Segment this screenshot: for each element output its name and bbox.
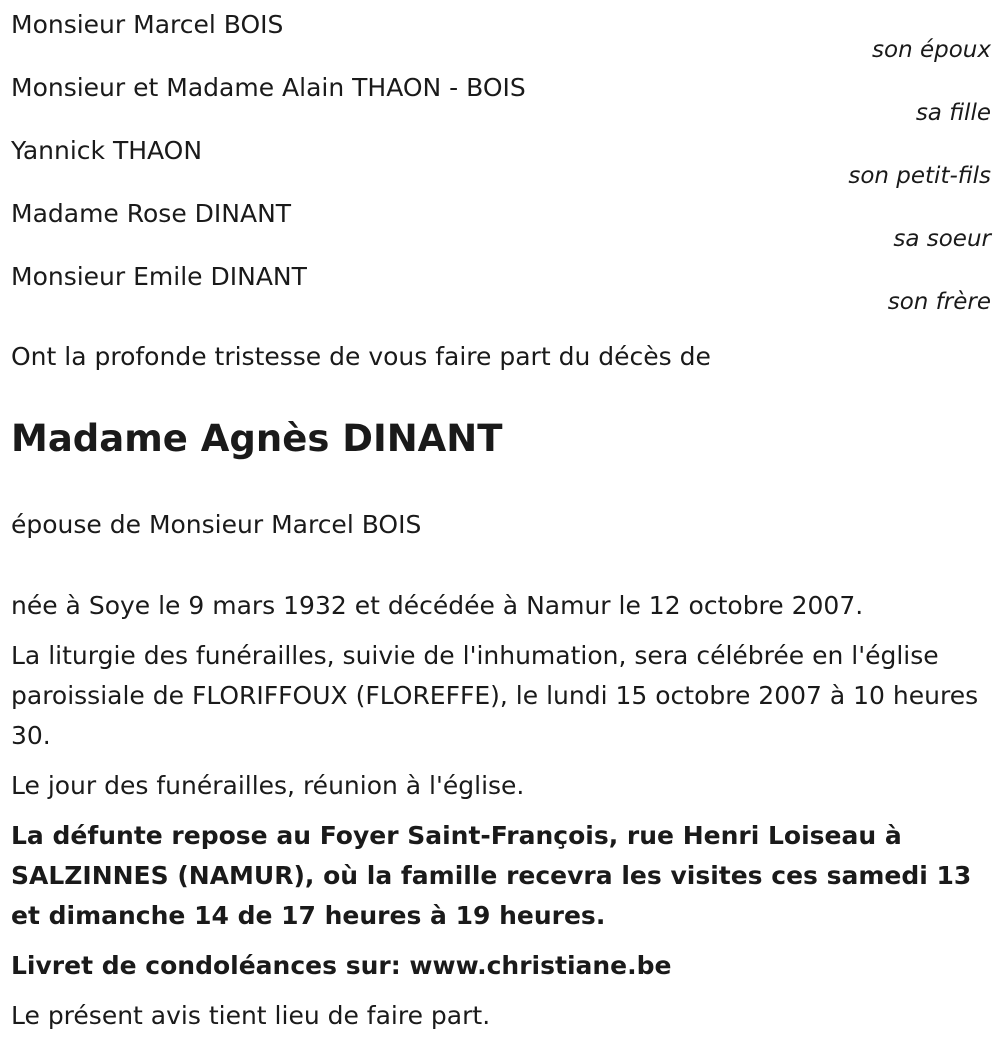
family-row	[11, 63, 991, 126]
family-row	[11, 189, 991, 252]
death-notice	[11, 0, 991, 1030]
family-member-relation: son frère	[887, 289, 991, 315]
family-member-relation: sa soeur	[893, 226, 991, 252]
family-member-relation: son époux	[872, 37, 991, 63]
family-member-name: Monsieur et Madame Alain THAON - BOIS	[11, 73, 526, 102]
family-member-relation: sa fille	[915, 100, 991, 126]
family-member-name: Yannick THAON	[11, 136, 203, 165]
spouse-line: épouse de Monsieur Marcel BOIS	[11, 510, 422, 539]
family-list	[11, 0, 991, 315]
family-member-name: Monsieur Emile DINANT	[11, 262, 307, 291]
family-row	[11, 252, 991, 315]
closing-line: Le présent avis tient lieu de faire part.	[11, 1001, 491, 1030]
family-row	[11, 126, 991, 189]
announcement-intro: Ont la profonde tristesse de vous faire part du décès de	[11, 342, 711, 371]
condolences-line: Livret de condoléances sur: www.christiane.be	[11, 951, 672, 980]
liturgy-paragraph: La liturgie des funérailles, suivie de l'inhumation, sera célébrée en l'église paroissiale de FLORIFFOUX (FLOREFFE), le lundi 15 octobre 2007 à 10 heures 30.	[11, 641, 979, 750]
deceased-name: Madame Agnès DINANT	[11, 417, 503, 460]
family-member-name: Madame Rose DINANT	[11, 199, 292, 228]
family-member-name: Monsieur Marcel BOIS	[11, 10, 284, 39]
notice-details	[11, 586, 991, 1046]
gathering-line: Le jour des funérailles, réunion à l'église.	[11, 771, 525, 800]
birth-death-line: née à Soye le 9 mars 1932 et décédée à Namur le 12 octobre 2007.	[11, 591, 864, 620]
family-row	[11, 0, 991, 63]
visitation-paragraph: La défunte repose au Foyer Saint-François, rue Henri Loiseau à SALZINNES (NAMUR), où la famille recevra les visites ces samedi 13 et dimanche 14 de 17 heures à 19 heures.	[11, 821, 972, 930]
family-member-relation: son petit-fils	[848, 163, 991, 189]
